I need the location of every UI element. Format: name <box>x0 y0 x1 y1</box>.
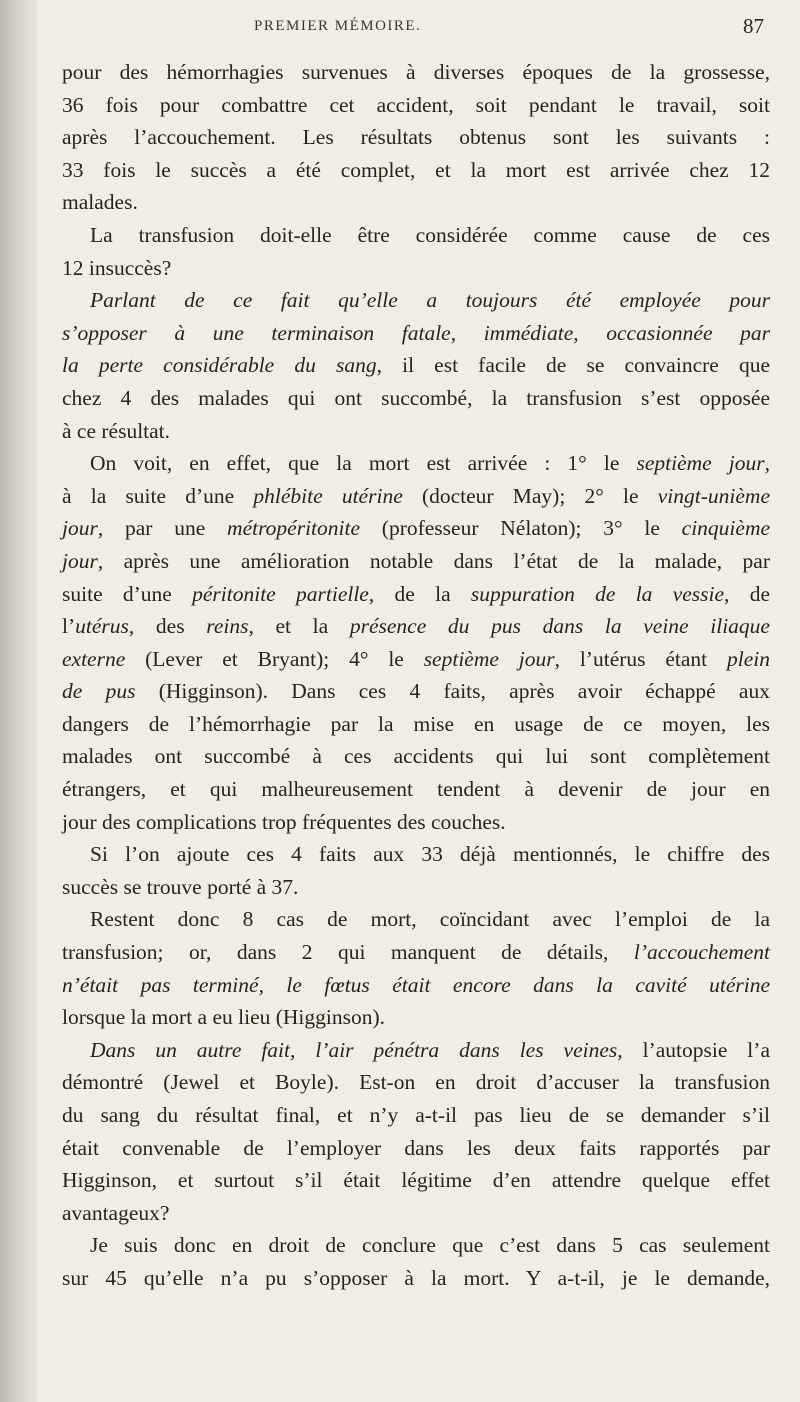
text-line: Parlant de ce fait qu’elle a toujours été employée pour <box>90 288 770 313</box>
text-line: de pus (Higginson). Dans ces 4 faits, après avoir échappé aux <box>62 679 770 704</box>
page-header <box>254 14 764 44</box>
text-line: 36 fois pour combattre cet accident, soit pendant le travail, soit <box>62 92 770 117</box>
text-line: Restent donc 8 cas de mort, coïncidant avec l’emploi de la <box>90 907 770 932</box>
text-line: après l’accouchement. Les résultats obtenus sont les suivants : <box>62 125 770 150</box>
text-line: jour, après une amélioration notable dans l’état de la malade, par <box>62 548 770 573</box>
text-line: pour des hémorrhagies survenues à diverses époques de la grossesse, <box>62 60 770 84</box>
text-line: malades. <box>62 190 138 215</box>
text-line: étrangers, et qui malheureusement tendent à devenir de jour en <box>62 777 770 802</box>
text-line: succès se trouve porté à 37. <box>62 874 299 899</box>
page-number: 87 <box>743 14 764 38</box>
text-line: On voit, en effet, que la mort est arrivée : 1° le septième jour, <box>90 451 770 476</box>
text-line: transfusion; or, dans 2 qui manquent de détails, l’accouchement <box>62 940 770 965</box>
text-line: la perte considérable du sang, il est facile de se convaincre que <box>62 353 770 378</box>
text-line: 12 insuccès? <box>62 255 172 280</box>
text-line: La transfusion doit-elle être considérée comme cause de ces <box>90 222 770 247</box>
text-line: Higginson, et surtout s’il était légitime d’en attendre quelque effet <box>62 1168 770 1193</box>
text-line: Je suis donc en droit de conclure que c’est dans 5 cas seulement <box>90 1233 770 1258</box>
text-line: du sang du résultat final, et n’y a-t-il pas lieu de se demander s’il <box>62 1103 770 1127</box>
text-line: malades ont succombé à ces accidents qui lui sont complètement <box>62 744 770 769</box>
text-line: externe (Lever et Bryant); 4° le septième jour, l’utérus étant plein <box>62 646 770 671</box>
text-line: s’opposer à une terminaison fatale, immédiate, occasionnée par <box>62 320 770 345</box>
text-line: n’était pas terminé, le fœtus était encore dans la cavité utérine <box>62 972 770 997</box>
text-line: était convenable de l’employer dans les deux faits rapportés par <box>62 1135 770 1160</box>
text-line: jour, par une métropéritonite (professeur Nélaton); 3° le cinquième <box>62 516 771 541</box>
text-line: sur 45 qu’elle n’a pu s’opposer à la mort. Y a-t-il, je le demande, <box>62 1265 770 1290</box>
text-line: lorsque la mort a eu lieu (Higginson). <box>62 1005 386 1030</box>
text-line: à ce résultat. <box>62 418 171 443</box>
text-line: à la suite d’une phlébite utérine (docteur May); 2° le vingt-unième <box>62 483 770 508</box>
text-line: l’utérus, des reins, et la présence du pus dans la veine iliaque <box>62 614 770 639</box>
text-line: Si l’on ajoute ces 4 faits aux 33 déjà mentionnés, le chiffre des <box>90 842 770 867</box>
body-text <box>62 56 770 1295</box>
text-line: avantageux? <box>62 1200 170 1225</box>
text-line: suite d’une péritonite partielle, de la suppuration de la vessie, de <box>62 581 770 606</box>
text-line: jour des complications trop fréquentes des couches. <box>62 809 506 834</box>
running-title: PREMIER MÉMOIRE. <box>254 18 422 34</box>
text-line: 33 fois le succès a été complet, et la mort est arrivée chez 12 <box>62 157 770 182</box>
text-line: chez 4 des malades qui ont succombé, la transfusion s’est opposée <box>62 385 770 410</box>
text-line: démontré (Jewel et Boyle). Est-on en droit d’accuser la transfusion <box>62 1070 770 1095</box>
text-line: dangers de l’hémorrhagie par la mise en usage de ce moyen, les <box>62 711 770 736</box>
text-line: Dans un autre fait, l’air pénétra dans les veines, l’autopsie l’a <box>90 1037 770 1062</box>
